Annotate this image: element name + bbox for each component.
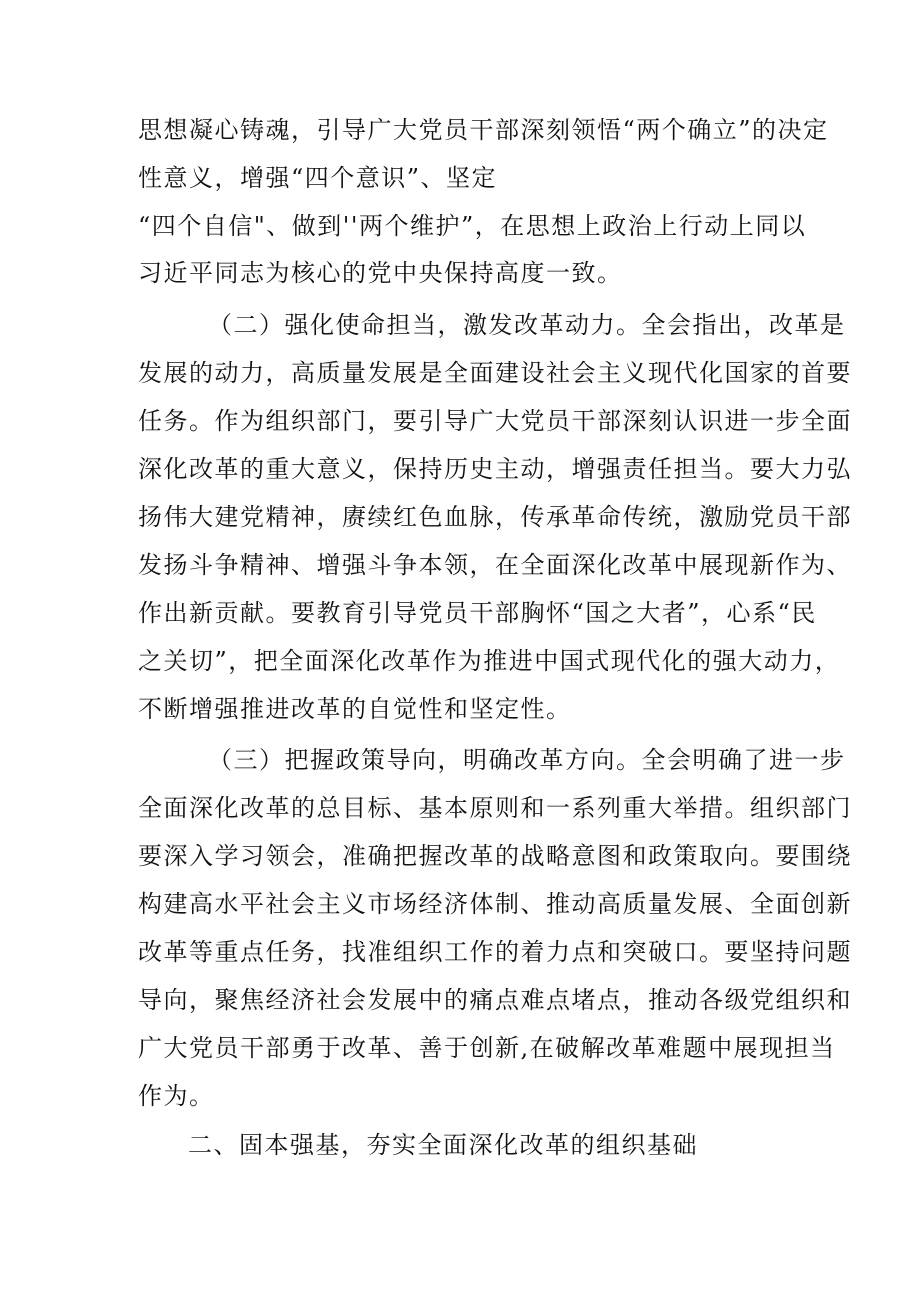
paragraph-2-first-line: （二）强化使命担当，激发改革动力。全会指出，改革是 [208, 311, 846, 339]
text-line: 改革等重点任务，找准组织工作的着力点和突破口。要坚持问题 [138, 938, 852, 966]
text-line: 作出新贡献。要教育引导党员干部胸怀“国之大者”，心系“民 [138, 599, 817, 627]
text-line: 要深入学习领会，准确把握改革的战略意图和政策取向。要围绕 [138, 842, 852, 870]
text-line: “四个自信"、做到''两个维护”，在思想上政治上行动上同以 [138, 212, 807, 240]
paragraph-3-first-line: （三）把握政策导向，明确改革方向。全会明确了进一步 [208, 746, 846, 774]
section-heading: 二、固本强基，夯实全面深化改革的组织基础 [188, 1131, 698, 1159]
text-line: 不断增强推进改革的自觉性和坚定性。 [138, 695, 572, 723]
text-line: 思想凝心铸魂，引导广大党员干部深刻领悟“两个确立”的决定 [138, 116, 829, 144]
text-line: 作为。 [138, 1082, 215, 1110]
text-line: 性意义，增强“四个意识”、坚定 [138, 164, 498, 192]
text-line: 习近平同志为核心的党中央保持高度一致。 [138, 259, 623, 287]
text-line: 之关切”，把全面深化改革作为推进中国式现代化的强大动力， [138, 647, 841, 675]
text-line: 构建高水平社会主义市场经济体制、推动高质量发展、全面创新 [138, 890, 852, 918]
text-line: 扬伟大建党精神，赓续红色血脉，传承革命传统，激励党员干部 [138, 503, 852, 531]
text-line: 发展的动力，高质量发展是全面建设社会主义现代化国家的首要 [138, 359, 852, 387]
text-line: 广大党员干部勇于改革、善于创新,在破解改革难题中展现担当 [138, 1034, 836, 1062]
text-line: 导向，聚焦经济社会发展中的痛点难点堵点，推动各级党组织和 [138, 986, 852, 1014]
text-line: 发扬斗争精神、增强斗争本领，在全面深化改革中展现新作为、 [138, 551, 852, 579]
text-line: 深化改革的重大意义，保持历史主动，增强责任担当。要大力弘 [138, 455, 852, 483]
text-line: 全面深化改革的总目标、基本原则和一系列重大举措。组织部门 [138, 794, 852, 822]
text-line: 任务。作为组织部门，要引导广大党员干部深刻认识进一步全面 [138, 407, 852, 435]
